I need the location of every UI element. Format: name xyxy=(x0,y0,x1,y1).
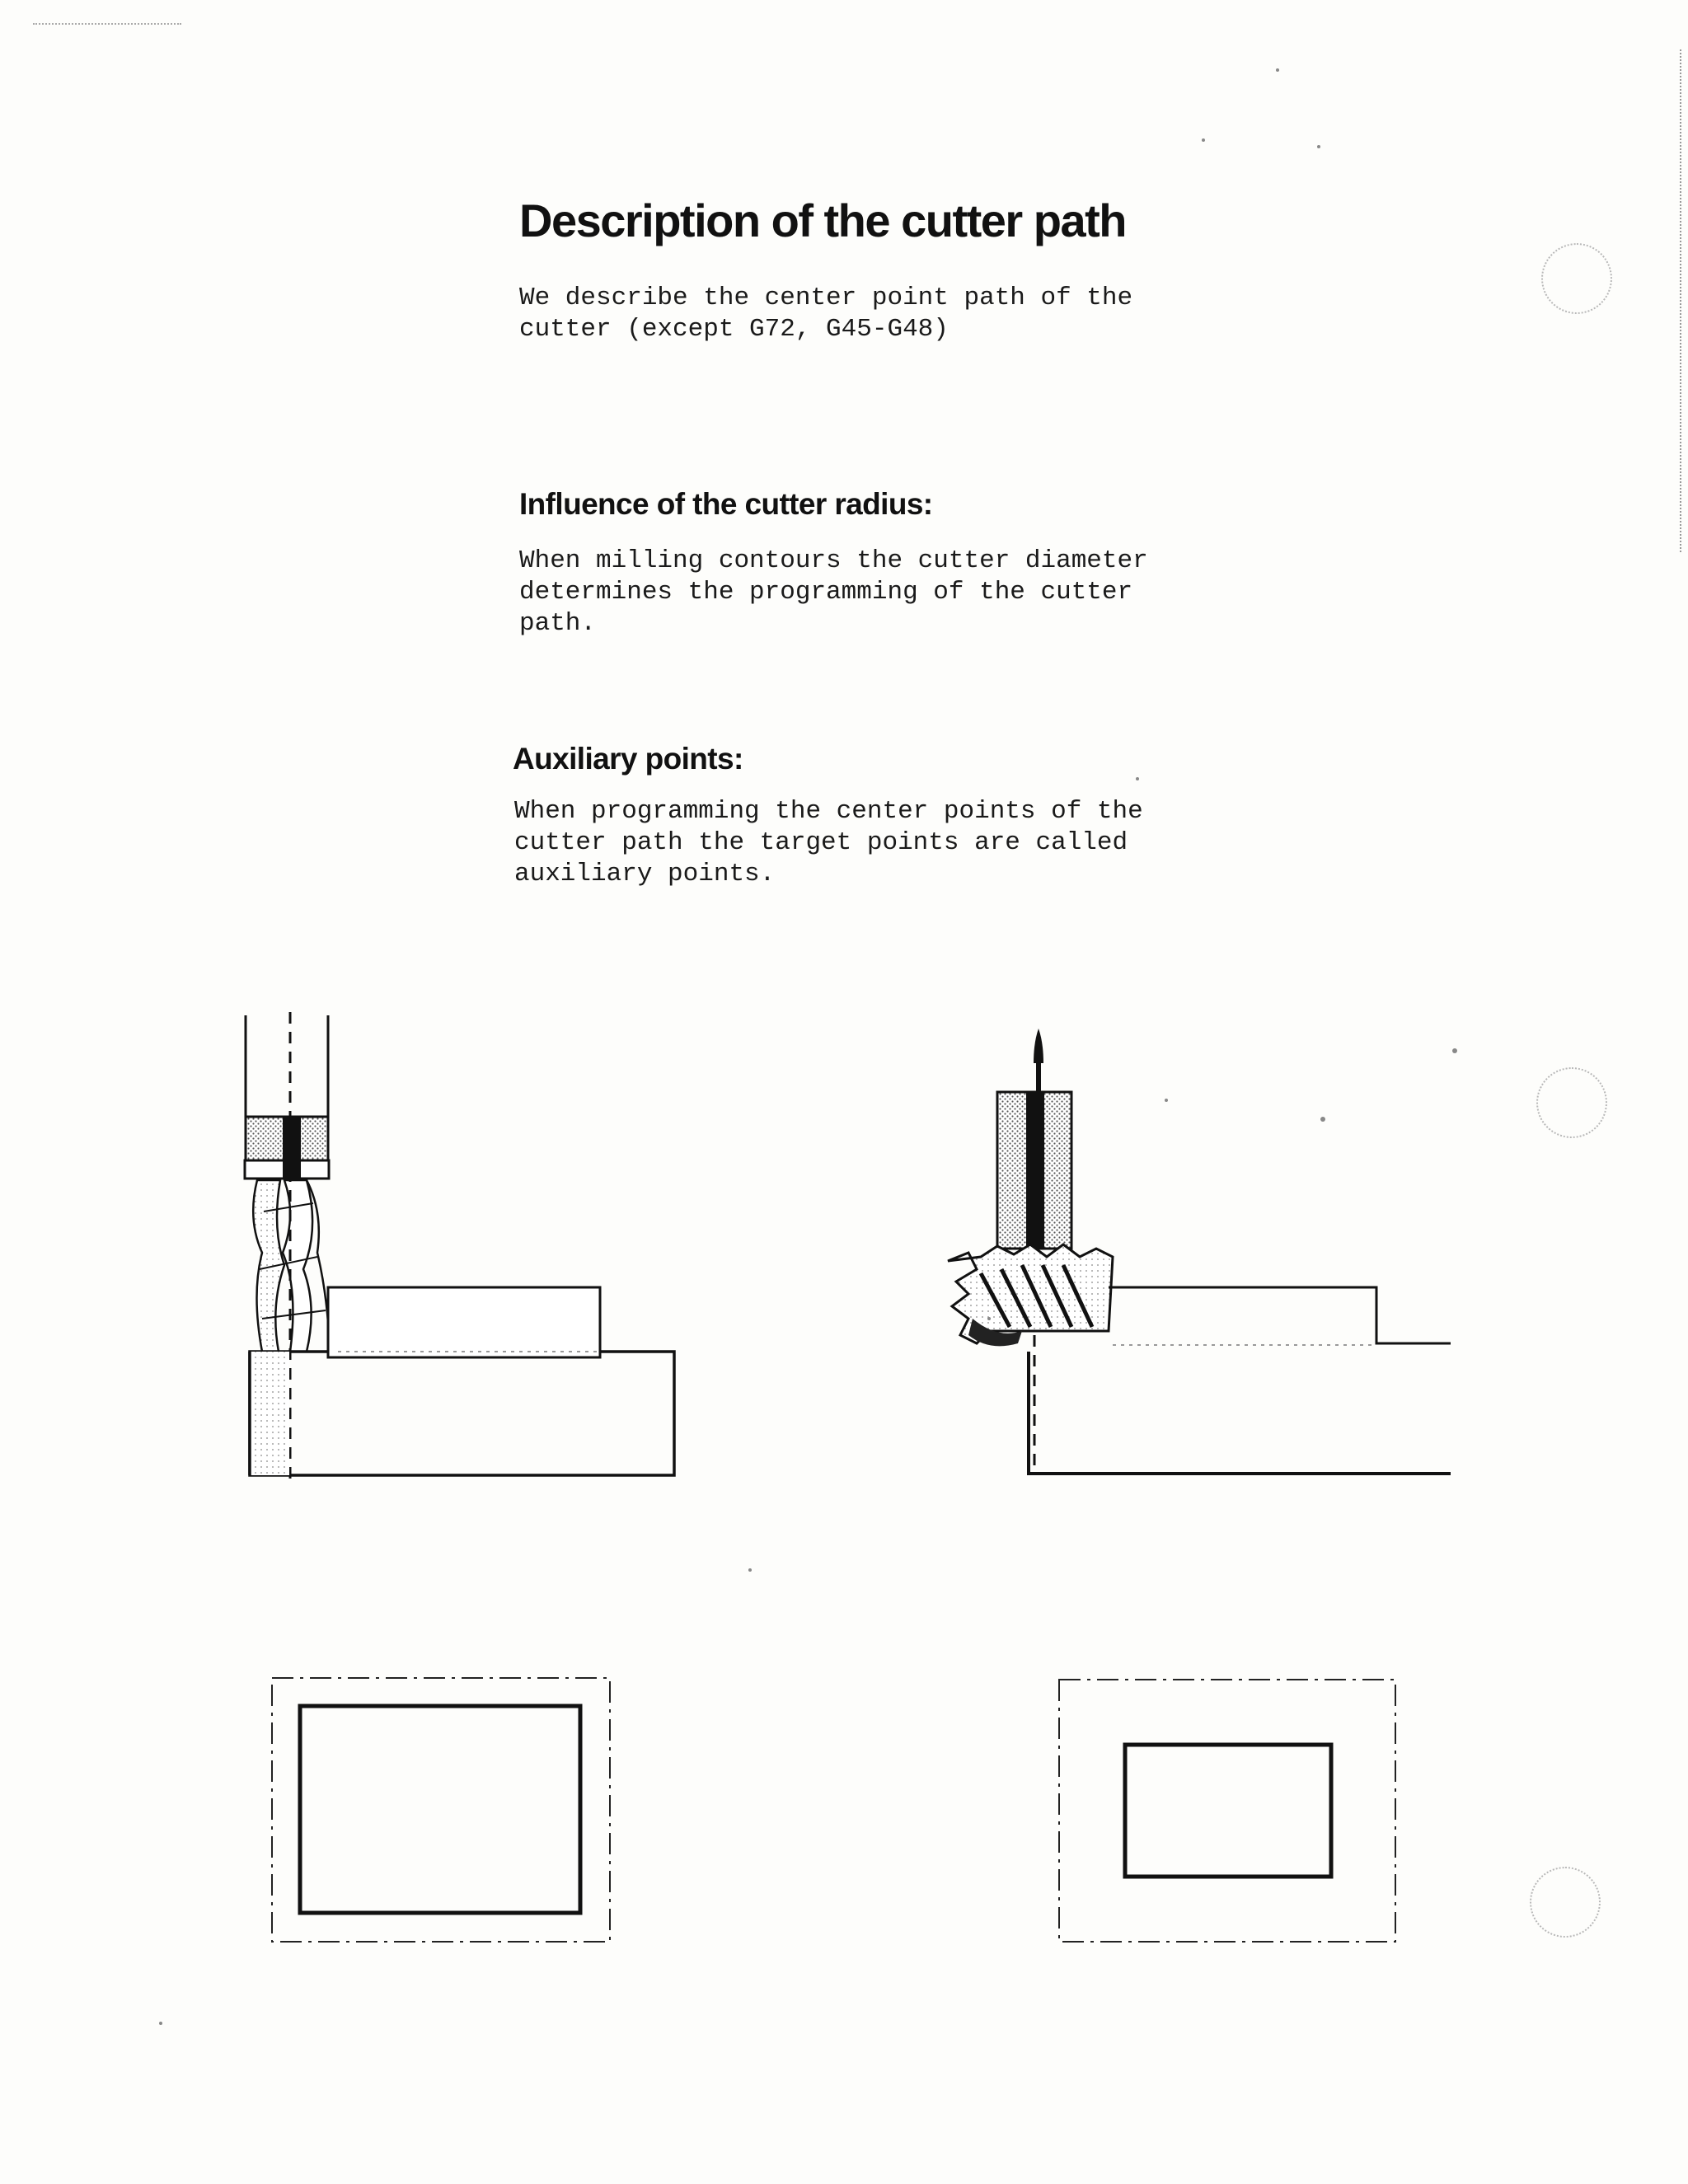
intro-paragraph: We describe the center point path of the cutter (except G72, G45-G48) xyxy=(519,284,1133,344)
workpiece-left xyxy=(250,1287,674,1475)
small-contour xyxy=(1059,1680,1395,1942)
section-heading-cutter-radius: Influence of the cutter radius: xyxy=(519,487,933,521)
scan-specks xyxy=(159,68,1457,2025)
section-heading-auxiliary-points: Auxiliary points: xyxy=(513,742,743,776)
section-text-cutter-radius: When milling contours the cutter diameter determines the programming of the cutter path. xyxy=(519,546,1148,638)
section-text-auxiliary-points: When programming the center points of the cutter path the target points are called auxiliary points. xyxy=(514,797,1143,888)
page-title: Description of the cutter path xyxy=(519,194,1126,246)
large-contour xyxy=(272,1678,610,1942)
